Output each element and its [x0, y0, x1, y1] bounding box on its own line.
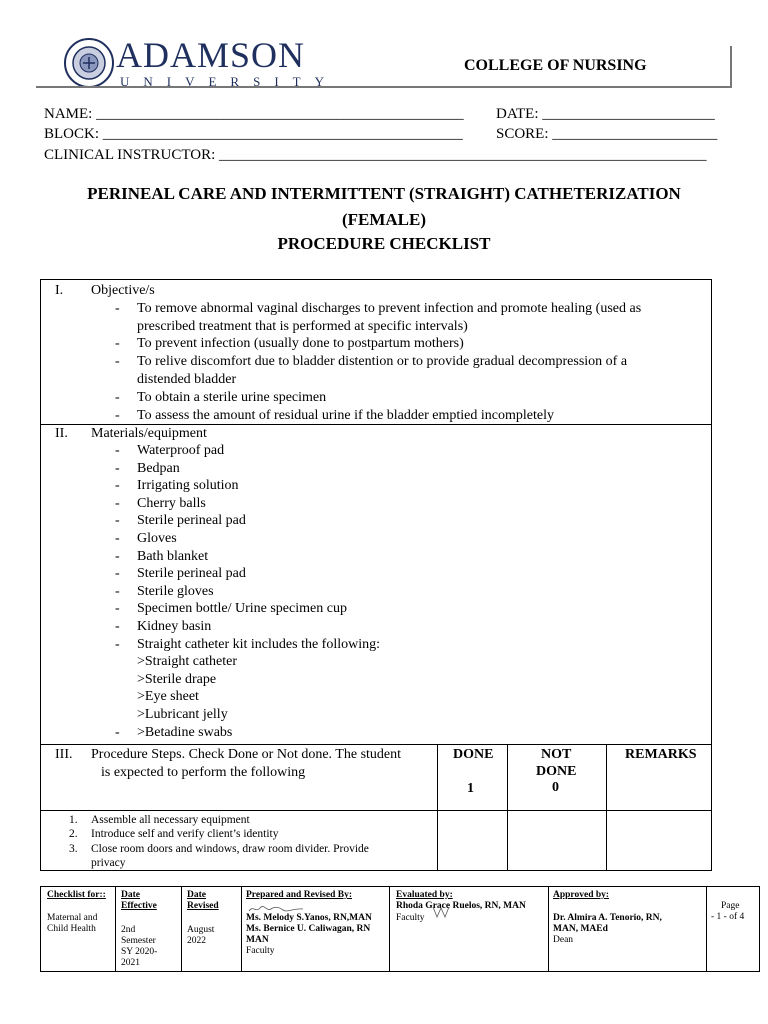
prepared-by-label: Prepared and Revised By: [246, 890, 352, 900]
date-revised-value: August [187, 925, 215, 935]
bullet-dash: - [115, 336, 120, 351]
step-text: Assemble all necessary equipment [91, 814, 250, 826]
step-not-done-checkbox[interactable] [508, 811, 605, 869]
date-effective-value: 2nd [121, 925, 136, 935]
bullet-dash: - [115, 636, 120, 652]
material-item: Waterproof pad [137, 443, 225, 458]
footer-divider [389, 887, 390, 971]
material-item: Sterile perineal pad [137, 513, 246, 529]
college-name: COLLEGE OF NURSING [464, 57, 647, 74]
document-title-line2: (FEMALE) [341, 210, 427, 229]
bullet-dash: - [115, 601, 120, 617]
evaluator-signature [431, 905, 455, 924]
step-number: 1. [69, 814, 78, 826]
document-title-line1: PERINEAL CARE AND INTERMITTENT (STRAIGHT) CATHETERIZATION [87, 184, 681, 203]
material-item: >Straight catheter [137, 654, 238, 670]
material-item: >Eye sheet [137, 689, 199, 705]
step-done-checkbox[interactable] [438, 811, 506, 869]
date-revised-value: 2022 [187, 936, 206, 946]
bullet-dash: - [115, 513, 120, 529]
col-remarks-header: REMARKS [625, 747, 697, 762]
step-text: privacy [91, 857, 126, 869]
date-effective-value: 2021 [121, 958, 140, 968]
objective-item: To remove abnormal vaginal discharges to prevent infection and promote healing (used as [137, 301, 642, 316]
material-item: Gloves [137, 531, 177, 546]
material-item: Sterile gloves [137, 583, 214, 599]
header-rule [36, 86, 732, 88]
clinical-instructor-field[interactable]: CLINICAL INSTRUCTOR: _________________________________________________________________ [44, 147, 707, 163]
objective-item: distended bladder [137, 372, 237, 387]
approved-by-label: Approved by: [553, 890, 610, 900]
material-item: Irrigating solution [137, 478, 239, 494]
material-item: >Betadine swabs [137, 724, 233, 740]
step-text: Introduce self and verify client’s identity [91, 828, 279, 840]
material-item: Sterile perineal pad [137, 566, 246, 582]
prepared-name: Ms. Melody S.Yanos, RN,MAN [246, 913, 372, 923]
bullet-dash: - [115, 531, 120, 546]
document-footer [40, 886, 760, 972]
step-remarks-cell[interactable] [607, 811, 711, 869]
footer-divider [548, 887, 549, 971]
prepared-role: Faculty [246, 946, 275, 956]
bullet-dash: - [115, 495, 120, 511]
checklist-for-label: Checklist for:: [47, 890, 106, 900]
checklist-table [40, 279, 712, 871]
procedure-heading-line2: is expected to perform the following [101, 765, 306, 780]
objective-item: prescribed treatment that is performed at specific intervals) [137, 319, 468, 334]
name-field[interactable]: NAME: _________________________________________________ [44, 106, 464, 122]
university-subtitle: UNIVERSITY [120, 74, 338, 89]
objective-item: To assess the amount of residual urine if the bladder emptied incompletely [137, 408, 554, 423]
page-number: - 1 - of 4 [711, 912, 745, 922]
step-number: 3. [69, 843, 78, 855]
approved-name: Dr. Almira A. Tenorio, RN, [553, 913, 662, 923]
document-title-line3: PROCEDURE CHECKLIST [277, 234, 491, 253]
col-not-header: NOT [541, 747, 572, 762]
bullet-dash: - [115, 724, 120, 740]
bullet-dash: - [115, 548, 120, 564]
university-name: ADAMSON [116, 35, 306, 75]
bullet-dash: - [115, 390, 120, 405]
footer-divider [241, 887, 242, 971]
section-numeral: I. [55, 283, 64, 298]
bullet-dash: - [115, 443, 120, 458]
material-item: Bedpan [137, 460, 180, 476]
material-item: >Sterile drape [137, 671, 217, 687]
header-vertical-rule [730, 46, 732, 88]
section-divider [41, 744, 711, 745]
date-effective-value: Semester [121, 936, 156, 946]
score-field[interactable]: SCORE: ______________________ [496, 126, 718, 142]
material-item: >Lubricant jelly [137, 707, 228, 722]
bullet-dash: - [115, 478, 120, 494]
material-item: Bath blanket [137, 548, 209, 564]
col-done-score: 1 [467, 781, 474, 796]
bullet-dash: - [115, 301, 120, 316]
col-done-header: DONE [453, 747, 494, 762]
col-not-done-header: DONE [536, 764, 577, 779]
date-effective-label: Effective [121, 901, 157, 911]
material-item: Straight catheter kit includes the following: [137, 636, 380, 652]
evaluated-by-label: Evaluated by: [396, 890, 453, 900]
objective-item: To obtain a sterile urine specimen [137, 390, 327, 405]
bullet-dash: - [115, 354, 120, 369]
bullet-dash: - [115, 619, 120, 634]
approved-role: Dean [553, 935, 574, 945]
prepared-name: MAN [246, 935, 269, 945]
col-not-score: 0 [552, 780, 559, 795]
material-item: Kidney basin [137, 619, 212, 634]
date-effective-label: Date [121, 890, 140, 900]
bullet-dash: - [115, 583, 120, 599]
evaluated-name: Rhoda Grace Ruelos, RN, MAN [396, 901, 526, 911]
footer-divider [706, 887, 707, 971]
material-item: Cherry balls [137, 495, 206, 511]
block-field[interactable]: BLOCK: ________________________________________________ [44, 126, 463, 142]
bullet-dash: - [115, 460, 120, 476]
objectives-heading: Objective/s [91, 283, 155, 298]
date-revised-label: Revised [187, 901, 219, 911]
date-effective-value: SY 2020- [121, 947, 158, 957]
bullet-dash: - [115, 566, 120, 582]
footer-divider [181, 887, 182, 971]
step-number: 2. [69, 828, 78, 840]
checklist-for-value: Child Health [47, 924, 96, 934]
evaluated-role: Faculty [396, 913, 425, 923]
approved-name: MAN, MAEd [553, 924, 608, 934]
page-label: Page [721, 901, 740, 911]
material-item: Specimen bottle/ Urine specimen cup [137, 601, 347, 617]
objective-item: To prevent infection (usually done to postpartum mothers) [137, 336, 464, 351]
university-seal-logo [64, 38, 114, 88]
date-revised-label: Date [187, 890, 206, 900]
prepared-name: Ms. Bernice U. Caliwagan, RN [246, 924, 371, 934]
procedure-heading-line1: Procedure Steps. Check Done or Not done. The student [91, 747, 402, 762]
objective-item: To relive discomfort due to bladder distention or to provide gradual decompression of a [137, 354, 628, 369]
step-text: Close room doors and windows, draw room divider. Provide [91, 843, 369, 855]
section-numeral: II. [55, 426, 68, 441]
materials-heading: Materials/equipment [91, 426, 207, 441]
date-field[interactable]: DATE: _______________________ [496, 106, 715, 122]
bullet-dash: - [115, 408, 120, 423]
checklist-for-value: Maternal and [47, 913, 98, 923]
footer-divider [115, 887, 116, 971]
section-numeral: III. [55, 747, 73, 762]
